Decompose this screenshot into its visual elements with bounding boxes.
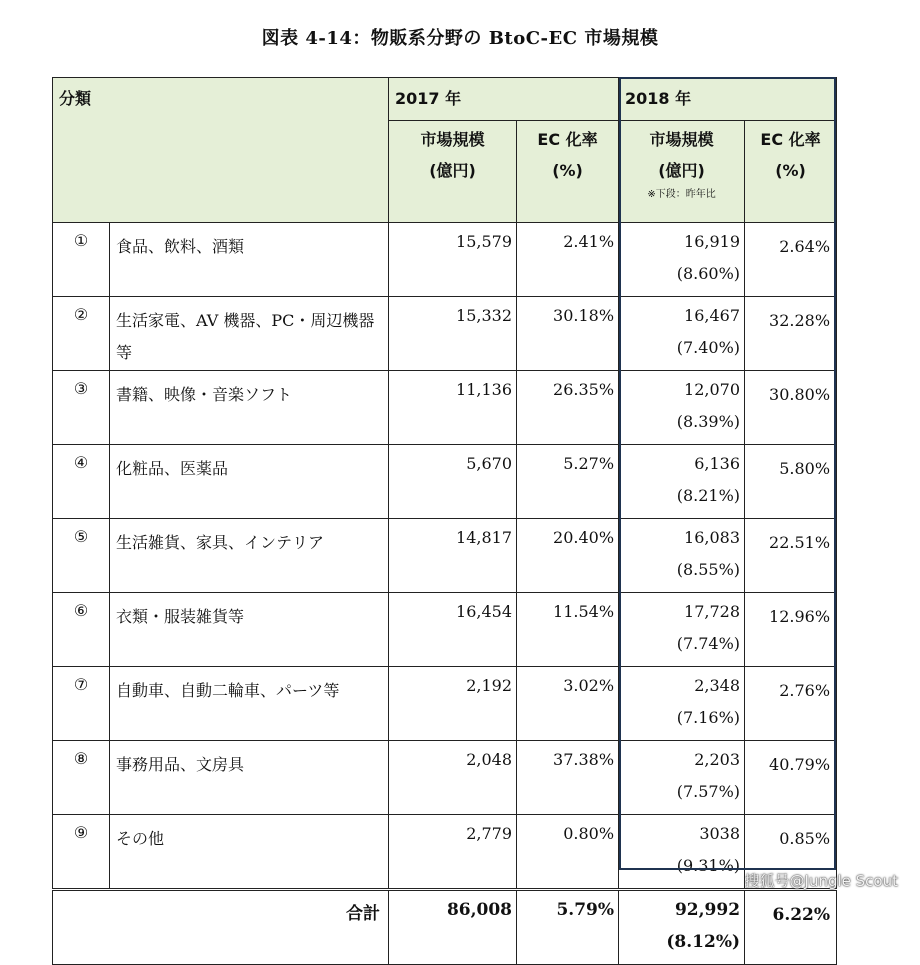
row-size-2018: 16,083 bbox=[684, 528, 741, 547]
header-market-size-label: 市場規模 bbox=[420, 130, 485, 149]
row-number: ⑤ bbox=[53, 519, 110, 593]
header-category: 分類 bbox=[53, 78, 389, 223]
row-rate-2018: 12.96% bbox=[745, 593, 837, 667]
header-year-2017: 2017 年 bbox=[389, 78, 619, 121]
table-row bbox=[53, 223, 837, 297]
row-rate-2018: 2.76% bbox=[745, 667, 837, 741]
total-rate-2018: 6.22% bbox=[745, 890, 837, 965]
row-yoy-2018: (9.31%) bbox=[676, 856, 741, 875]
row-rate-2018: 5.80% bbox=[745, 445, 837, 519]
table-row bbox=[53, 445, 837, 519]
row-rate-2018: 40.79% bbox=[745, 741, 837, 815]
table-row bbox=[53, 519, 837, 593]
header-ec-rate-label: EC 化率 bbox=[537, 130, 598, 149]
row-size-2017: 2,048 bbox=[389, 741, 517, 815]
row-size-2018: 12,070 bbox=[684, 380, 741, 399]
row-size-2017: 2,192 bbox=[389, 667, 517, 741]
table-row bbox=[53, 297, 837, 371]
row-size-2018: 17,728 bbox=[684, 602, 741, 621]
total-rate-2017: 5.79% bbox=[517, 890, 619, 965]
header-percent-label: (%) bbox=[552, 161, 583, 180]
row-rate-2018: 22.51% bbox=[745, 519, 837, 593]
row-number: ⑦ bbox=[53, 667, 110, 741]
table-row bbox=[53, 741, 837, 815]
row-yoy-2018: (7.57%) bbox=[676, 782, 741, 801]
row-number: ② bbox=[53, 297, 110, 371]
row-size-2018-cell bbox=[619, 297, 745, 371]
row-rate-2018: 32.28% bbox=[745, 297, 837, 371]
row-size-2017: 15,332 bbox=[389, 297, 517, 371]
row-size-2017: 11,136 bbox=[389, 371, 517, 445]
row-yoy-2018: (7.40%) bbox=[676, 338, 741, 357]
row-size-2017: 5,670 bbox=[389, 445, 517, 519]
row-yoy-2018: (8.39%) bbox=[676, 412, 741, 431]
row-rate-2018: 0.85% bbox=[745, 815, 837, 890]
row-rate-2017: 3.02% bbox=[517, 667, 619, 741]
row-size-2017: 2,779 bbox=[389, 815, 517, 890]
row-rate-2018: 2.64% bbox=[745, 223, 837, 297]
header-percent-label: (%) bbox=[775, 161, 806, 180]
row-category: 自動車、自動二輪車、パーツ等 bbox=[110, 667, 389, 741]
row-category: 食品、飲料、酒類 bbox=[110, 223, 389, 297]
row-number: ⑧ bbox=[53, 741, 110, 815]
table-row bbox=[53, 667, 837, 741]
row-yoy-2018: (8.60%) bbox=[676, 264, 741, 283]
row-size-2018-cell bbox=[619, 741, 745, 815]
row-category: 書籍、映像・音楽ソフト bbox=[110, 371, 389, 445]
row-rate-2017: 5.27% bbox=[517, 445, 619, 519]
table-row bbox=[53, 593, 837, 667]
row-number: ⑨ bbox=[53, 815, 110, 890]
row-rate-2017: 37.38% bbox=[517, 741, 619, 815]
row-size-2017: 14,817 bbox=[389, 519, 517, 593]
row-rate-2017: 0.80% bbox=[517, 815, 619, 890]
row-number: ④ bbox=[53, 445, 110, 519]
row-size-2018: 6,136 bbox=[694, 454, 741, 473]
row-rate-2017: 26.35% bbox=[517, 371, 619, 445]
row-category: 生活家電、AV 機器、PC・周辺機器等 bbox=[110, 297, 389, 371]
row-size-2018-cell bbox=[619, 667, 745, 741]
row-size-2018-cell bbox=[619, 519, 745, 593]
row-yoy-2018: (8.55%) bbox=[676, 560, 741, 579]
row-size-2018: 3038 bbox=[699, 824, 741, 843]
row-size-2018-cell bbox=[619, 593, 745, 667]
total-size-2018: 92,992 bbox=[674, 900, 741, 920]
row-category: 事務用品、文房具 bbox=[110, 741, 389, 815]
row-rate-2017: 11.54% bbox=[517, 593, 619, 667]
table-row bbox=[53, 815, 837, 890]
row-size-2017: 15,579 bbox=[389, 223, 517, 297]
header-year-2018: 2018 年 bbox=[619, 78, 837, 121]
row-size-2018-cell bbox=[619, 223, 745, 297]
header-unit-label: (億円) bbox=[429, 161, 476, 180]
row-size-2018: 16,919 bbox=[684, 232, 741, 251]
row-number: ⑥ bbox=[53, 593, 110, 667]
row-category: 生活雑貨、家具、インテリア bbox=[110, 519, 389, 593]
total-label: 合計 bbox=[53, 890, 389, 965]
row-size-2018-cell bbox=[619, 371, 745, 445]
header-note: ※下段：昨年比 bbox=[647, 189, 716, 200]
header-2017-market-size bbox=[389, 121, 517, 223]
header-2018-market-size bbox=[619, 121, 745, 223]
row-category: その他 bbox=[110, 815, 389, 890]
row-yoy-2018: (7.74%) bbox=[676, 634, 741, 653]
total-size-2017: 86,008 bbox=[389, 890, 517, 965]
watermark: 搜狐号@Jungle Scout bbox=[744, 872, 898, 890]
row-category: 衣類・服装雑貨等 bbox=[110, 593, 389, 667]
header-ec-rate-label: EC 化率 bbox=[760, 130, 821, 149]
row-size-2017: 16,454 bbox=[389, 593, 517, 667]
header-market-size-label: 市場規模 bbox=[649, 130, 714, 149]
row-size-2018-cell bbox=[619, 445, 745, 519]
row-category: 化粧品、医薬品 bbox=[110, 445, 389, 519]
row-rate-2017: 2.41% bbox=[517, 223, 619, 297]
figure-title: 図表 4-14：物販系分野の BtoC-EC 市場規模 bbox=[261, 28, 659, 49]
row-rate-2018: 30.80% bbox=[745, 371, 837, 445]
row-yoy-2018: (8.21%) bbox=[676, 486, 741, 505]
row-rate-2017: 20.40% bbox=[517, 519, 619, 593]
row-size-2018: 16,467 bbox=[684, 306, 741, 325]
table-row bbox=[53, 371, 837, 445]
header-row bbox=[53, 78, 837, 121]
btoc-ec-market-table bbox=[52, 77, 837, 965]
row-number: ① bbox=[53, 223, 110, 297]
header-unit-label: (億円) bbox=[658, 161, 705, 180]
header-2018-ec-rate bbox=[745, 121, 837, 223]
row-size-2018: 2,203 bbox=[694, 750, 741, 769]
row-yoy-2018: (7.16%) bbox=[676, 708, 741, 727]
row-size-2018: 2,348 bbox=[694, 676, 741, 695]
row-rate-2017: 30.18% bbox=[517, 297, 619, 371]
total-yoy-2018: (8.12%) bbox=[666, 932, 741, 952]
header-2017-ec-rate bbox=[517, 121, 619, 223]
row-size-2018-cell bbox=[619, 815, 745, 890]
row-number: ③ bbox=[53, 371, 110, 445]
